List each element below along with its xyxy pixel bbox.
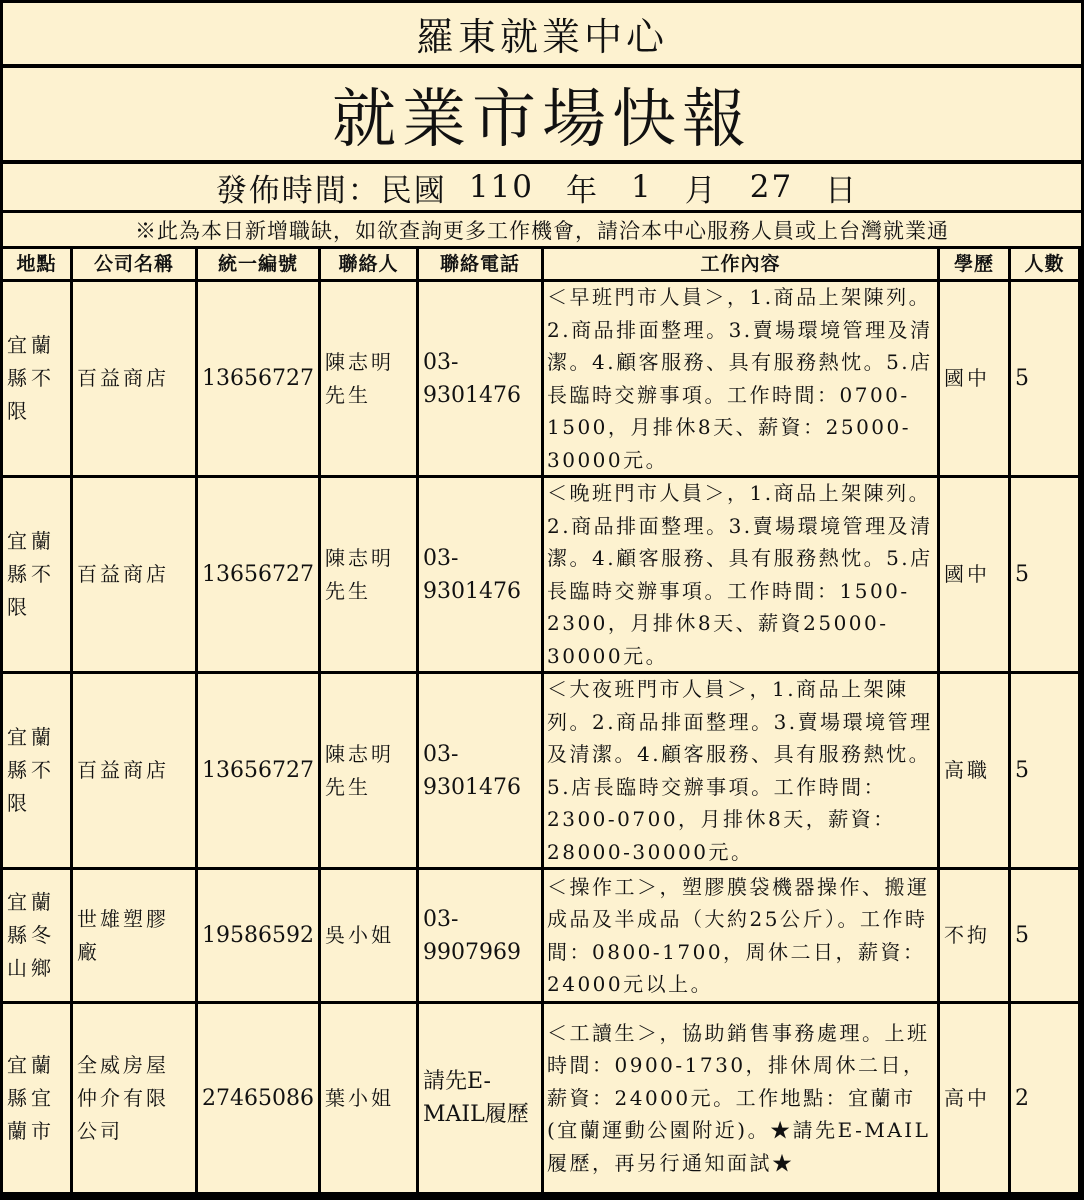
job-phone-cell: 03-9907969 <box>419 870 541 1001</box>
job-tax-id-cell: 19586592 <box>198 870 318 1001</box>
job-contact-cell: 陳志明先生 <box>321 674 416 867</box>
job-description-cell: ＜早班門市人員＞，1.商品上架陳列。2.商品排面整理。3.賣場環境管理及清潔。4.顧客服務、具有服務熱忱。5.店長臨時交辦事項。工作時間：0700-1500，月排休8天、薪資：25000-30000元。 <box>544 282 937 475</box>
job-description-cell: ＜晚班門市人員＞，1.商品上架陳列。2.商品排面整理。3.賣場環境管理及清潔。4.顧客服務、具有服務熱忱。5.店長臨時交辦事項。工作時間：1500-2300，月排休8天、薪資25000-30000元。 <box>544 478 937 671</box>
job-education-cell: 國中 <box>940 282 1008 475</box>
job-phone-cell: 請先E-MAIL履歷 <box>419 1004 541 1192</box>
column-header-description: 工作內容 <box>544 249 937 279</box>
job-location-cell: 宜蘭縣不限 <box>3 282 70 475</box>
job-headcount-cell: 5 <box>1011 870 1078 1001</box>
job-description-cell: ＜工讀生＞，協助銷售事務處理。上班時間：0900-1730，排休周休二日，薪資：24000元。工作地點：宜蘭市(宜蘭運動公園附近)。★請先E-MAIL履歷，再另行通知面試★ <box>544 1004 937 1192</box>
job-education-cell: 高職 <box>940 674 1008 867</box>
column-header-education: 學歷 <box>940 249 1008 279</box>
job-education-cell: 國中 <box>940 478 1008 671</box>
job-tax-id-cell: 13656727 <box>198 478 318 671</box>
job-company-cell: 世雄塑膠廠 <box>73 870 195 1001</box>
job-tax-id-cell: 13656727 <box>198 282 318 475</box>
release-date-line <box>3 164 1081 210</box>
release-day-unit: 日 <box>825 172 859 209</box>
job-phone-cell: 03-9301476 <box>419 282 541 475</box>
job-company-cell: 百益商店 <box>73 282 195 475</box>
job-headcount-cell: 5 <box>1011 282 1078 475</box>
job-description-cell: ＜操作工＞，塑膠膜袋機器操作、搬運成品及半成品（大約25公斤）。工作時間：0800-1700，周休二日，薪資：24000元以上。 <box>544 870 937 1001</box>
release-label: 發佈時間：民國 <box>215 172 447 209</box>
column-header-contact: 聯絡人 <box>321 249 416 279</box>
column-header-headcount: 人數 <box>1011 249 1078 279</box>
column-header-location: 地點 <box>3 249 70 279</box>
center-name: 羅東就業中心 <box>3 3 1081 64</box>
job-description-cell: ＜大夜班門市人員＞，1.商品上架陳列。2.商品排面整理。3.賣場環境管理及清潔。4.顧客服務、具有服務熱忱。5.店長臨時交辦事項。工作時間：2300-0700，月排休8天，薪資：28000-30000元。 <box>544 674 937 867</box>
job-table <box>3 249 1081 1197</box>
job-company-cell: 全威房屋仲介有限公司 <box>73 1004 195 1192</box>
job-contact-cell: 陳志明先生 <box>321 282 416 475</box>
job-headcount-cell: 5 <box>1011 478 1078 671</box>
column-header-tax-id: 統一編號 <box>198 249 318 279</box>
job-tax-id-cell: 13656727 <box>198 674 318 867</box>
job-education-cell: 不拘 <box>940 870 1008 1001</box>
job-headcount-cell: 2 <box>1011 1004 1078 1192</box>
release-day: 27 <box>749 169 794 205</box>
release-month-unit: 月 <box>684 172 718 209</box>
job-tax-id-cell: 27465086 <box>198 1004 318 1192</box>
column-header-company: 公司名稱 <box>73 249 195 279</box>
job-location-cell: 宜蘭縣不限 <box>3 478 70 671</box>
job-contact-cell: 陳志明先生 <box>321 478 416 671</box>
job-education-cell: 高中 <box>940 1004 1008 1192</box>
release-month: 1 <box>630 169 653 205</box>
release-year-unit: 年 <box>565 172 599 209</box>
notice-text: ※此為本日新增職缺，如欲查詢更多工作機會，請洽本中心服務人員或上台灣就業通 <box>3 213 1081 246</box>
job-company-cell: 百益商店 <box>73 478 195 671</box>
job-location-cell: 宜蘭縣不限 <box>3 674 70 867</box>
job-phone-cell: 03-9301476 <box>419 674 541 867</box>
release-year: 110 <box>468 169 534 205</box>
job-company-cell: 百益商店 <box>73 674 195 867</box>
job-location-cell: 宜蘭縣宜蘭市 <box>3 1004 70 1192</box>
report-title: 就業市場快報 <box>3 68 1081 160</box>
job-headcount-cell: 5 <box>1011 674 1078 867</box>
column-header-phone: 聯絡電話 <box>419 249 541 279</box>
job-contact-cell: 吳小姐 <box>321 870 416 1001</box>
job-location-cell: 宜蘭縣冬山鄉 <box>3 870 70 1001</box>
job-contact-cell: 葉小姐 <box>321 1004 416 1192</box>
job-phone-cell: 03-9301476 <box>419 478 541 671</box>
